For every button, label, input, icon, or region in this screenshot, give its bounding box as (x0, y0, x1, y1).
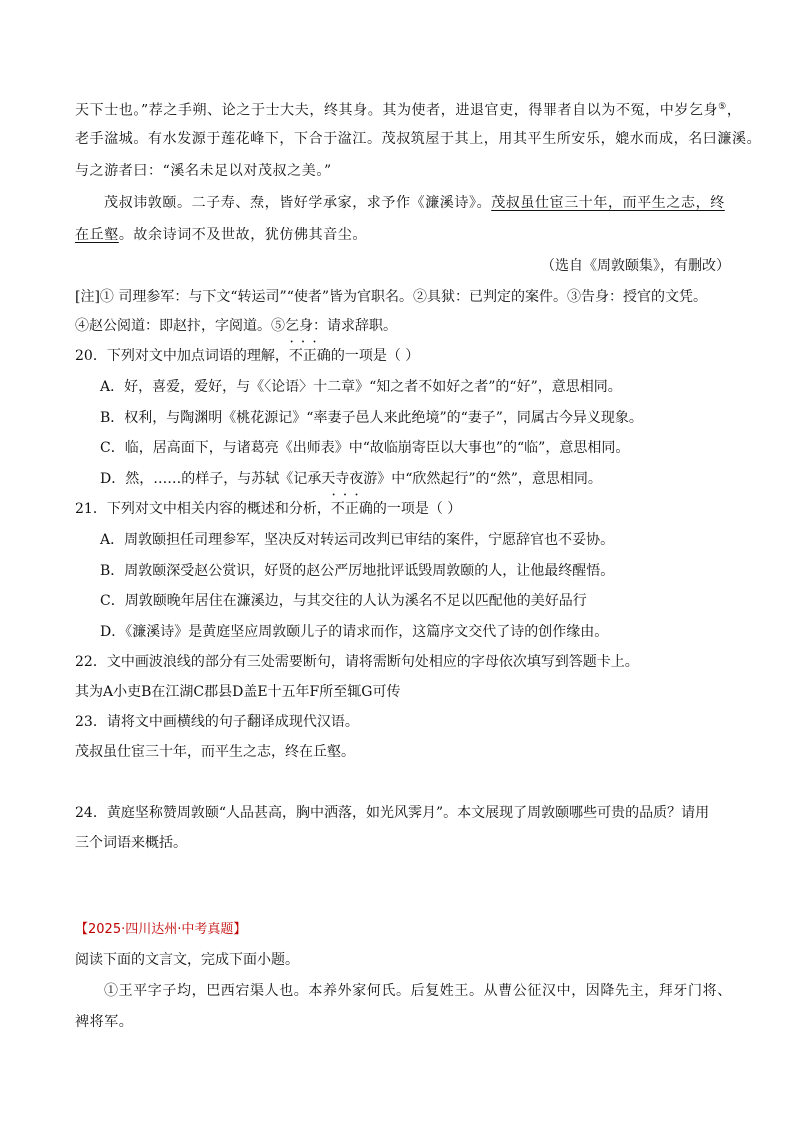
annotation-note: [注]① 司理参军：与下文“转运司”“使者”皆为官职名。②具狱：已判定的案件。③告身：授官的文凭。 (75, 289, 708, 305)
passage-line: 在丘壑。故余诗词不及世故，犹仿佛其音尘。 (75, 227, 368, 243)
question-21-option-a: A．周敦颐担任司理参军，坚决反对转运司改判已审结的案件，宁愿辞官也不妥协。 (100, 532, 615, 548)
question-24-stem-cont: 三个词语来概括。 (75, 835, 187, 851)
question-20-option-c: C．临，居高面下，与诸葛亮《出师表》中“故临崩寄臣以大事也”的“临”，意思相同。 (100, 440, 630, 456)
question-22-text: 其为A小吏B在江湖C郡县D盖E十五年F所至辄G可传 (75, 684, 401, 700)
passage-line: 老手湓城。有水发源于莲花峰下，下合于湓江。茂叔筑屋于其上，用其平生所安乐，媲水而成，名曰濂溪。 (75, 131, 762, 147)
question-20-option-b: B．权利，与陶渊明《桃花源记》“率妻子邑人来此绝境”的“妻子”，同属古今异义现象。 (100, 410, 643, 426)
section-instruction: 阅读下面的文言文，完成下面小题。 (75, 952, 299, 968)
question-24-stem: 24．黄庭坚称赞周敦颐“人品甚高，胸中洒落，如光风霁月”。本文展现了周敦颐哪些可贵的品质？请用 (75, 805, 710, 821)
passage-line: ①王平字子均，巴西宕渠人也。本养外家何氏。后复姓王。从曹公征汉中，因降先主，拜牙门将、 (104, 983, 732, 999)
question-21-option-b: B．周敦颐深受赵公赏识，好贤的赵公严厉地批评诋毁周敦颐的人，让他最终醒悟。 (100, 563, 615, 579)
exam-source-tag: 【2025·四川达州·中考真题】 (75, 922, 247, 937)
source-citation: （选自《周敦颐集》，有删改） (541, 258, 730, 274)
passage-line: 茂叔讳敦颐。二子寿、焘，皆好学承家，求予作《濂溪诗》。茂叔虽仕宦三十年，而平生之志，终 (104, 195, 725, 211)
question-20-stem: 20．下列对文中加点词语的理解，不正确 • • •的一项是（ ） (75, 346, 730, 366)
annotation-note: ④赵公阅道：即赵抃，字阅道。⑤乞身：请求辞职。 (75, 318, 397, 334)
question-22-stem: 22．文中画波浪线的部分有三处需要断句，请将需断句处相应的字母依次填写到答题卡上。 (75, 654, 639, 670)
question-23-stem: 23．请将文中画横线的句子翻译成现代汉语。 (75, 714, 359, 730)
emphasis-dots: 不正确 • • • (331, 501, 373, 517)
question-20-option-d: D．然，……的样子，与苏轼《记承天寺夜游》中“欣然起行”的“然”，意思相同。 (100, 471, 602, 487)
question-21-stem: 21．下列对文中相关内容的概述和分析，不正确 • • •的一项是（ ） (75, 499, 730, 519)
question-21-option-c: C．周敦颐晚年居住在濂溪边，与其交往的人认为溪名不足以匹配他的美好品行 (100, 593, 587, 609)
passage-line: 与之游者曰：“溪名未足以对茂叔之美。” (75, 163, 332, 179)
passage-line: 裨将军。 (75, 1014, 134, 1030)
question-21-option-d: D．《濂溪诗》是黄庭坚应周敦颐儿子的请求而作，这篇序文交代了诗的创作缘由。 (100, 624, 609, 640)
underlined-sentence: 茂叔虽仕宦三十年，而平生之志，终 (491, 195, 725, 211)
underlined-sentence: 在丘壑 (75, 227, 119, 243)
passage-line: 天下士也。”荐之手朔、论之于士大夫，终其身。其为使者，进退官吏，得罪者自以为不冤，中岁乞身⑤， (75, 102, 742, 119)
question-23-text: 茂叔虽仕宦三十年，而平生之志，终在丘壑。 (75, 744, 355, 760)
emphasis-dots: 不正确 • • • (289, 348, 331, 364)
question-20-option-a: A．好，喜爱，爱好，与《〈论语〉十二章》“知之者不如好之者”的“好”，意思相同。 (100, 379, 622, 395)
footnote-marker: ⑤ (718, 102, 727, 112)
